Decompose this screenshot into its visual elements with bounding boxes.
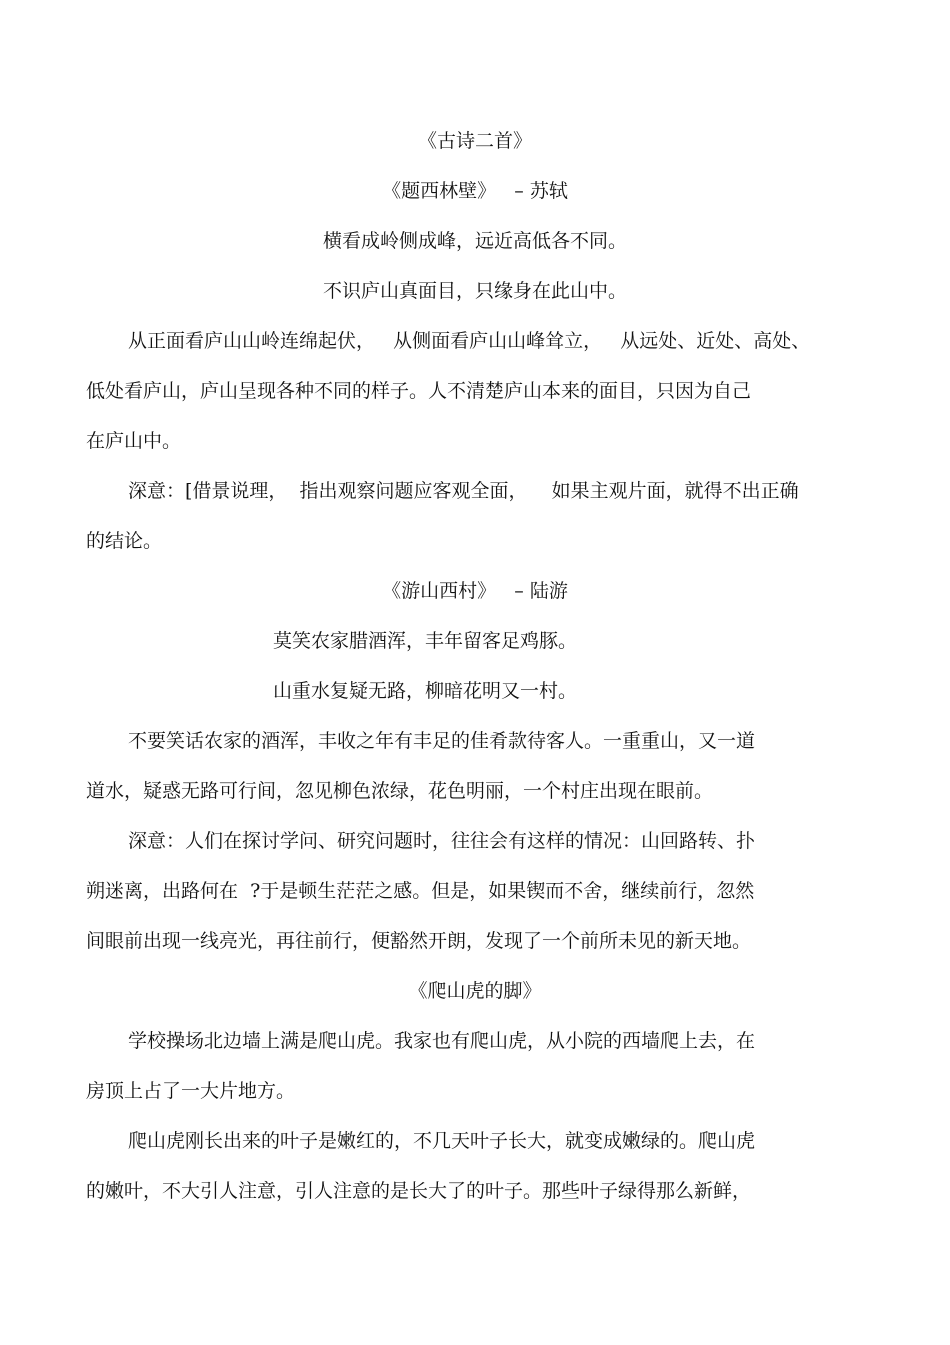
poem1-translation-line-3: 在庐山中。: [86, 430, 182, 452]
poem2-line-2: 山重水复疑无路，柳暗花明又一村。: [273, 680, 578, 702]
poem2-meaning-line-3: 间眼前出现一线亮光，再往前行，便豁然开朗，发现了一个前所未见的新天地。: [86, 930, 752, 952]
poem1-translation-line-2: 低处看庐山，庐山呈现各种不同的样子。人不清楚庐山本来的面目，只因为自己: [86, 380, 752, 402]
poem2-heading: 《游山西村》 – 陆游: [382, 580, 568, 602]
poem2-translation-line-1: 不要笑话农家的酒浑，丰收之年有丰足的佳肴款待客人。一重重山，又一道: [128, 730, 756, 752]
poem1-line-1: 横看成岭侧成峰，远近高低各不同。: [322, 230, 627, 252]
essay-paragraph1-line-2: 房顶上占了一大片地方。: [86, 1080, 296, 1102]
poem1-translation-line-1: 从正面看庐山山岭连绵起伏， 从侧面看庐山山峰耸立， 从远处、近处、高处、: [128, 330, 811, 352]
poem1-meaning-line-2: 的结论。: [86, 530, 163, 552]
essay-title: 《爬山虎的脚》: [408, 980, 542, 1002]
essay-paragraph2-line-2: 的嫩叶，不大引人注意，引人注意的是长大了的叶子。那些叶子绿得那么新鲜，: [86, 1180, 752, 1202]
poem2-meaning-line-2: 朔迷离，出路何在 ?于是顿生茫茫之感。但是，如果锲而不舍，继续前行，忽然: [86, 880, 755, 902]
essay-paragraph1-line-1: 学校操场北边墙上满是爬山虎。我家也有爬山虎，从小院的西墙爬上去，在: [128, 1030, 756, 1052]
poem1-meaning-line-1: 深意：[借景说理， 指出观察问题应客观全面， 如果主观片面，就得不出正确: [128, 480, 799, 502]
poem2-line-1: 莫笑农家腊酒浑，丰年留客足鸡豚。: [273, 630, 578, 652]
poem2-meaning-line-1: 深意：人们在探讨学问、研究问题时，往往会有这样的情况：山回路转、扑: [128, 830, 756, 852]
document-title: 《古诗二首》: [417, 130, 532, 152]
poem1-heading: 《题西林壁》 – 苏轼: [382, 180, 568, 202]
essay-paragraph2-line-1: 爬山虎刚长出来的叶子是嫩红的，不几天叶子长大，就变成嫩绿的。爬山虎: [128, 1130, 756, 1152]
poem2-translation-line-2: 道水，疑惑无路可行间，忽见柳色浓绿，花色明丽，一个村庄出现在眼前。: [86, 780, 714, 802]
poem1-line-2: 不识庐山真面目，只缘身在此山中。: [322, 280, 627, 302]
